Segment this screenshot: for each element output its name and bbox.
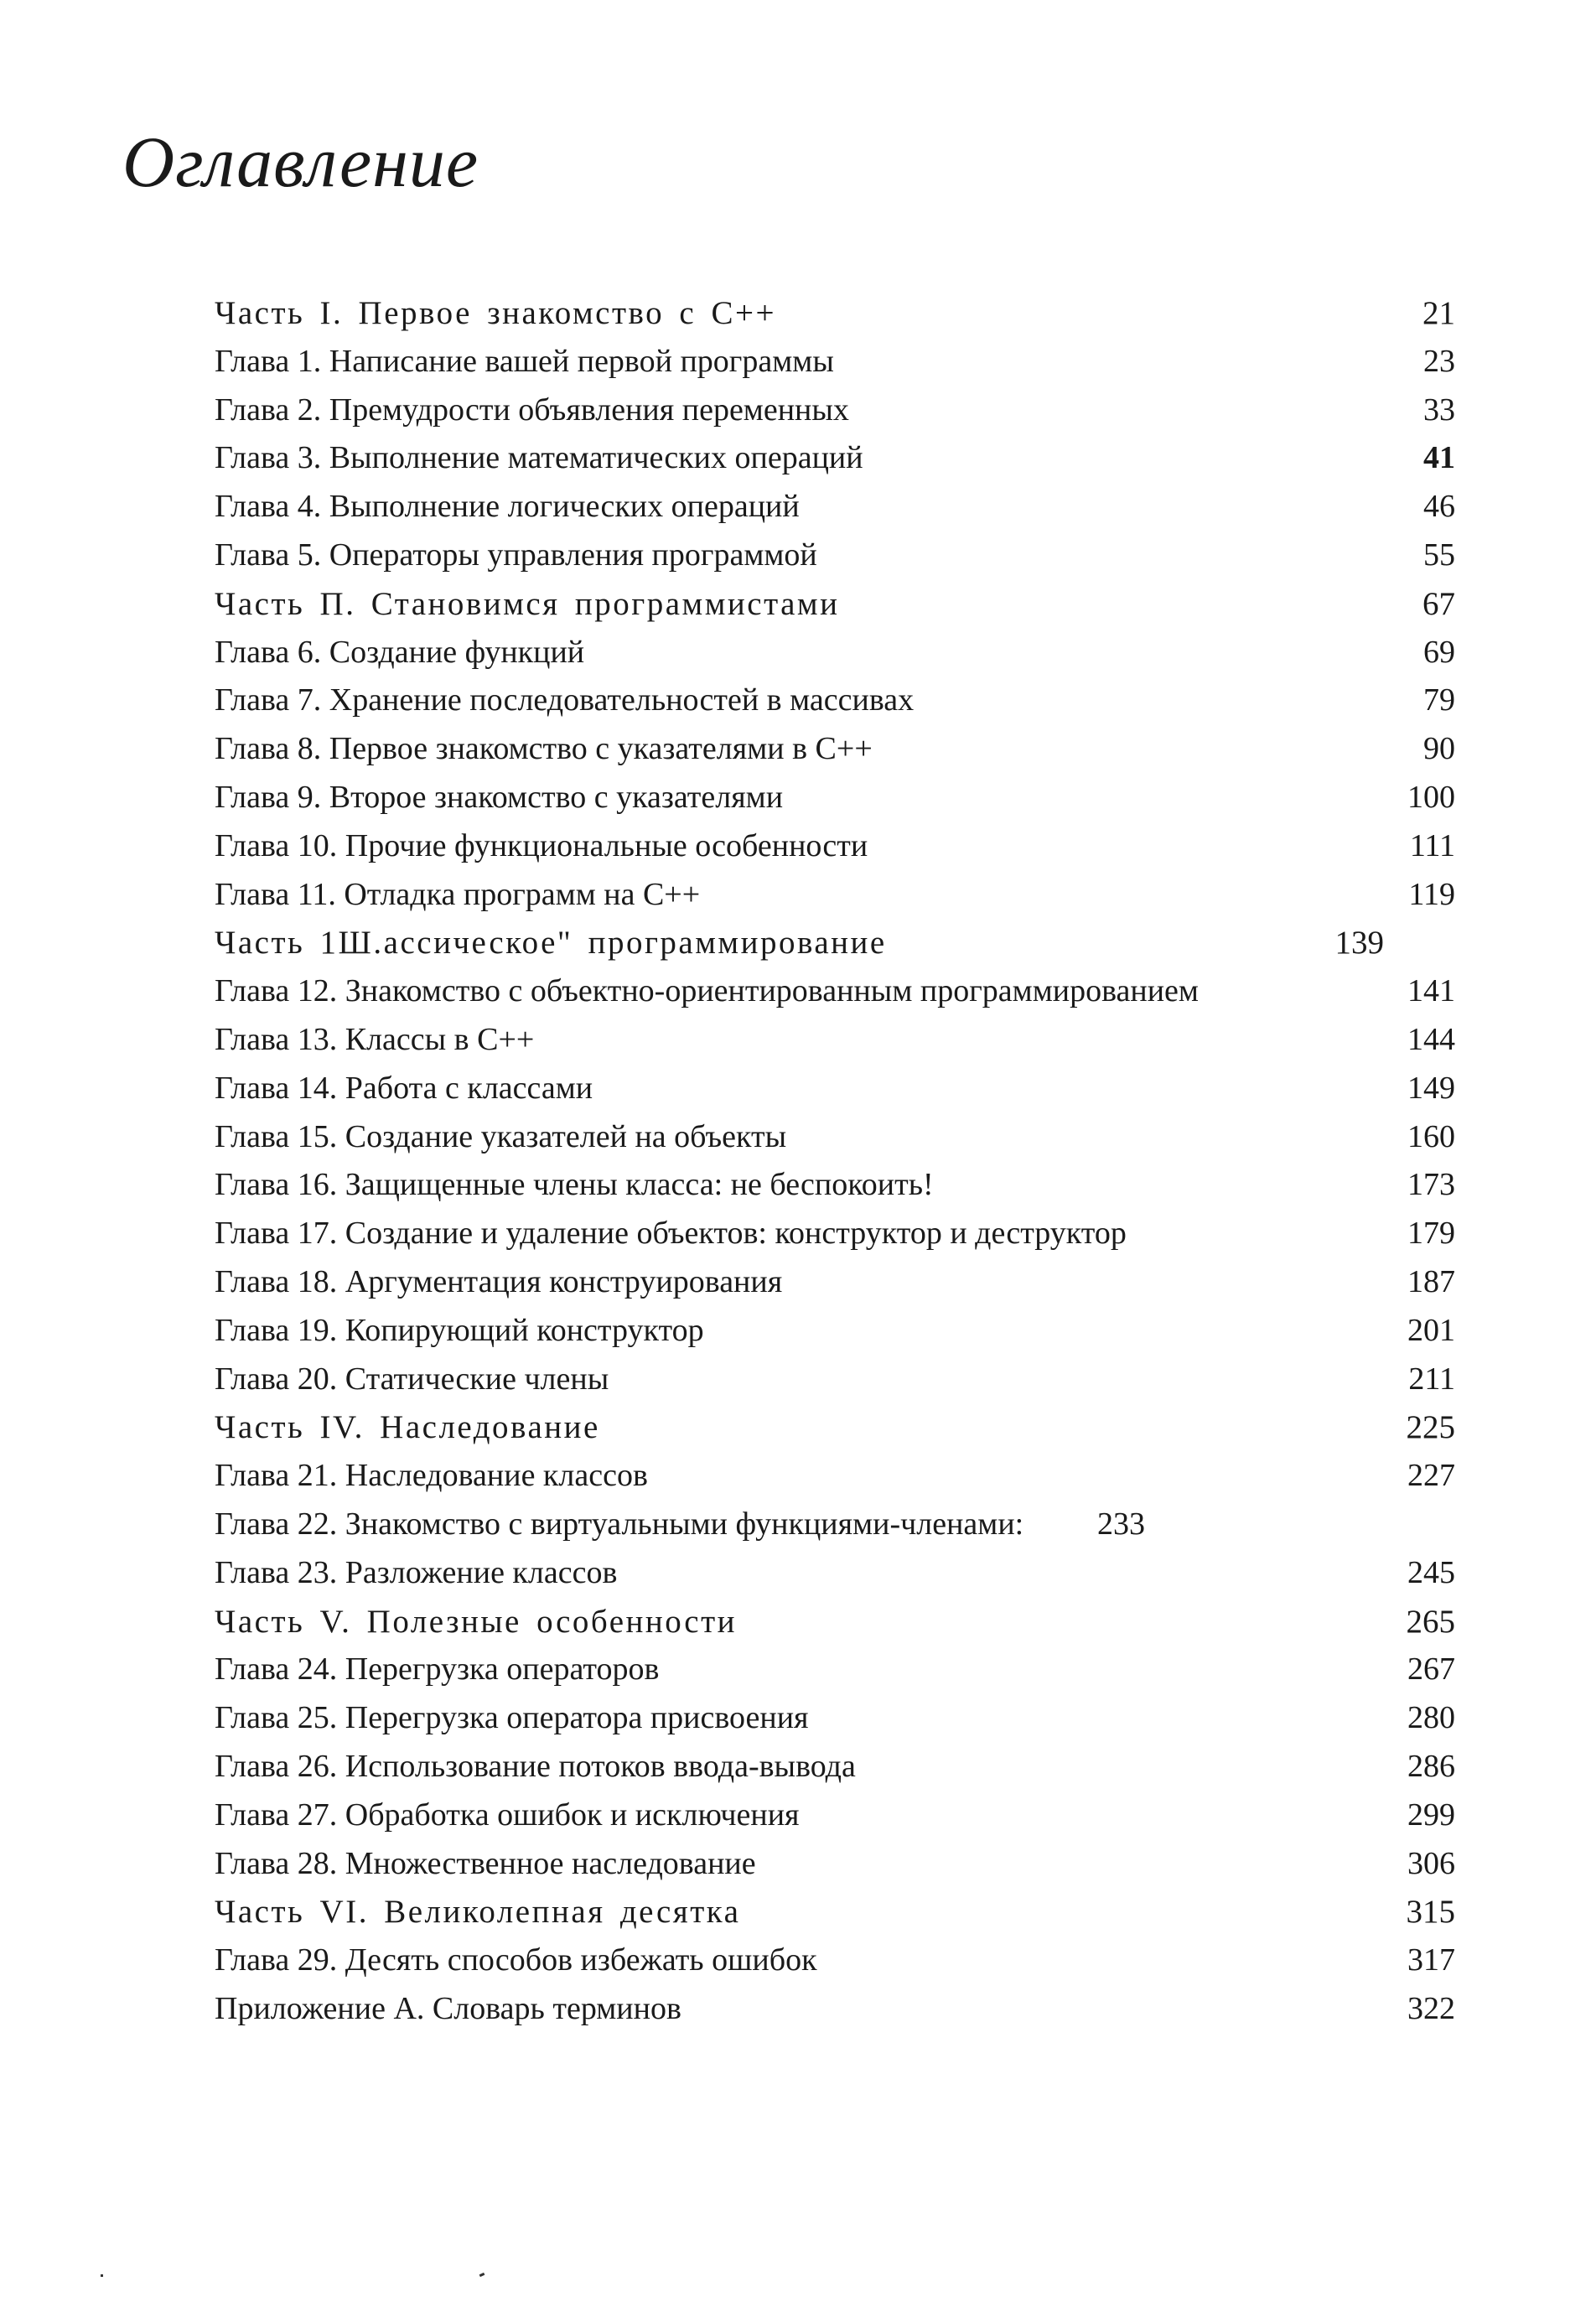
toc-page-number: 227 bbox=[1407, 1458, 1455, 1494]
toc-chapter-row bbox=[215, 1356, 1455, 1404]
toc-page-number: 100 bbox=[1407, 779, 1455, 815]
toc-page-number: 55 bbox=[1423, 537, 1455, 573]
toc-chapter-row bbox=[215, 1985, 1455, 2034]
toc-entry-title: Глава 2. Премудрости объявления переменных bbox=[215, 391, 849, 428]
toc-page-number: 90 bbox=[1423, 731, 1455, 767]
toc-entry-title: Глава 5. Операторы управления программой bbox=[215, 537, 817, 573]
toc-entry-title: Глава 8. Первое знакомство с указателями в С++ bbox=[215, 731, 873, 767]
toc-entry-title: Часть 1Ш.ассическое" программирование bbox=[215, 925, 887, 962]
toc-chapter-row bbox=[215, 1791, 1455, 1840]
toc-page-number: 149 bbox=[1407, 1070, 1455, 1106]
toc-chapter-row bbox=[215, 1936, 1455, 1985]
toc-entry-title: Глава 17. Создание и удаление объектов: конструктор и деструктор bbox=[215, 1216, 1127, 1252]
toc-chapter-row bbox=[215, 386, 1455, 435]
toc-page-number: 79 bbox=[1423, 682, 1455, 718]
toc-page-number: 265 bbox=[1406, 1603, 1455, 1640]
toc-entry-title: Глава 14. Работа с классами bbox=[215, 1070, 593, 1106]
toc-entry-title: Глава 23. Разложение классов bbox=[215, 1554, 618, 1590]
toc-entry-title: Часть П. Становимся программистами bbox=[215, 585, 840, 622]
toc-page-number: 280 bbox=[1407, 1700, 1455, 1736]
toc-page-number: 41 bbox=[1423, 440, 1455, 476]
toc-chapter-row bbox=[215, 1210, 1455, 1258]
toc-part-row bbox=[215, 1403, 1455, 1452]
toc-page-number: 119 bbox=[1408, 876, 1455, 912]
toc-entry-title: Глава 4. Выполнение логических операций bbox=[215, 489, 800, 525]
toc-entry-title: Глава 26. Использование потоков ввода-вывода bbox=[215, 1748, 856, 1784]
toc-page-number: 144 bbox=[1407, 1021, 1455, 1057]
toc-entry-title: Глава 19. Копирующий конструктор bbox=[215, 1312, 704, 1348]
toc-chapter-row bbox=[215, 1307, 1455, 1356]
toc-page-number: 179 bbox=[1407, 1216, 1455, 1252]
toc-chapter-row bbox=[215, 1694, 1455, 1743]
toc-chapter-row bbox=[215, 1840, 1455, 1889]
toc-chapter-row bbox=[215, 1743, 1455, 1791]
toc-entry-title: Глава 27. Обработка ошибок и исключения bbox=[215, 1796, 800, 1833]
toc-chapter-row bbox=[215, 677, 1455, 725]
toc-entry-title: Глава 21. Наследование классов bbox=[215, 1458, 648, 1494]
toc-entry-title: Глава 11. Отладка программ на С++ bbox=[215, 876, 701, 912]
toc-entry-title: Глава 6. Создание функций bbox=[215, 634, 585, 670]
toc-entry-title: Глава 24. Перегрузка операторов bbox=[215, 1651, 660, 1688]
table-of-contents bbox=[215, 289, 1455, 2034]
toc-entry-title: Глава 13. Классы в С++ bbox=[215, 1021, 535, 1057]
toc-entry-title: Глава 12. Знакомство с объектно-ориентированным программированием bbox=[215, 973, 1199, 1009]
scan-speck bbox=[479, 2273, 485, 2277]
toc-page-number: 245 bbox=[1407, 1554, 1455, 1590]
toc-page-number: 160 bbox=[1407, 1118, 1455, 1154]
toc-chapter-row bbox=[215, 1161, 1455, 1210]
toc-page-number: 286 bbox=[1407, 1748, 1455, 1784]
toc-part-row bbox=[215, 1598, 1455, 1646]
toc-part-row bbox=[215, 580, 1455, 629]
toc-entry-title: Глава 18. Аргументация конструирования bbox=[215, 1263, 783, 1299]
toc-page-number: 211 bbox=[1408, 1361, 1455, 1397]
scan-speck bbox=[101, 2274, 103, 2277]
toc-entry-title: Приложение А. Словарь терминов bbox=[215, 1990, 681, 2026]
toc-entry-title: Глава 28. Множественное наследование bbox=[215, 1845, 756, 1881]
toc-chapter-row bbox=[215, 725, 1455, 774]
toc-chapter-row bbox=[215, 1452, 1455, 1501]
toc-entry-title: Глава 15. Создание указателей на объекты bbox=[215, 1118, 787, 1154]
toc-chapter-row bbox=[215, 531, 1455, 580]
toc-entry-title: Часть I. Первое знакомство с С++ bbox=[215, 295, 776, 331]
toc-chapter-row bbox=[215, 967, 1455, 1016]
toc-entry-title: Глава 22. Знакомство с виртуальными функциями-членами: bbox=[215, 1506, 1024, 1542]
toc-page-number: 139 bbox=[1334, 925, 1384, 962]
toc-page-number: 21 bbox=[1422, 295, 1455, 331]
page-title: Оглавление bbox=[122, 122, 479, 202]
toc-entry-title: Глава 20. Статические члены bbox=[215, 1361, 609, 1397]
toc-page-number: 173 bbox=[1407, 1167, 1455, 1203]
toc-chapter-row bbox=[215, 434, 1455, 483]
toc-page-number: 201 bbox=[1407, 1312, 1455, 1348]
toc-chapter-row bbox=[215, 822, 1455, 871]
toc-page-number: 33 bbox=[1423, 391, 1455, 428]
toc-chapter-row bbox=[215, 774, 1455, 822]
toc-chapter-row bbox=[215, 338, 1455, 386]
toc-chapter-row bbox=[215, 1258, 1455, 1307]
toc-entry-title: Часть V. Полезные особенности bbox=[215, 1603, 737, 1640]
toc-chapter-row bbox=[215, 1549, 1455, 1598]
toc-entry-title: Глава 29. Десять способов избежать ошибок bbox=[215, 1942, 817, 1978]
toc-chapter-row bbox=[215, 1016, 1455, 1065]
toc-page-number: 67 bbox=[1422, 585, 1455, 622]
toc-entry-title: Часть IV. Наследование bbox=[215, 1409, 600, 1446]
toc-entry-title: Часть VI. Великолепная десятка bbox=[215, 1894, 741, 1931]
toc-entry-title: Глава 7. Хранение последовательностей в массивах bbox=[215, 682, 915, 718]
toc-page-number: 225 bbox=[1406, 1409, 1455, 1446]
toc-page-number: 23 bbox=[1423, 343, 1455, 379]
toc-entry-title: Глава 10. Прочие функциональные особенности bbox=[215, 827, 868, 863]
toc-page-number: 317 bbox=[1407, 1942, 1455, 1978]
toc-part-row bbox=[215, 289, 1455, 338]
toc-entry-title: Глава 25. Перегрузка оператора присвоения bbox=[215, 1700, 809, 1736]
toc-page-number: 111 bbox=[1409, 827, 1455, 863]
toc-page-number: 69 bbox=[1423, 634, 1455, 670]
toc-chapter-row bbox=[215, 1646, 1455, 1694]
toc-entry-title: Глава 1. Написание вашей первой программы bbox=[215, 343, 834, 379]
toc-chapter-row bbox=[215, 629, 1455, 677]
toc-chapter-row bbox=[215, 871, 1455, 920]
toc-page-number: 315 bbox=[1406, 1894, 1455, 1931]
toc-chapter-row bbox=[215, 1065, 1455, 1113]
toc-entry-title: Глава 9. Второе знакомство с указателями bbox=[215, 779, 784, 815]
toc-page-number: 267 bbox=[1407, 1651, 1455, 1688]
toc-page-number: 299 bbox=[1407, 1796, 1455, 1833]
toc-page-number: 233 bbox=[1097, 1506, 1145, 1542]
toc-chapter-row bbox=[215, 483, 1455, 531]
toc-chapter-row bbox=[215, 1113, 1455, 1162]
toc-part-row bbox=[215, 1888, 1455, 1936]
toc-part-row bbox=[215, 919, 1455, 967]
toc-entry-title: Глава 16. Защищенные члены класса: не беспокоить! bbox=[215, 1167, 934, 1203]
toc-page-number: 306 bbox=[1407, 1845, 1455, 1881]
toc-chapter-row bbox=[215, 1501, 1455, 1549]
toc-entry-title: Глава 3. Выполнение математических операций bbox=[215, 440, 863, 476]
toc-page-number: 322 bbox=[1407, 1990, 1455, 2026]
toc-page-number: 187 bbox=[1407, 1263, 1455, 1299]
toc-page-number: 141 bbox=[1407, 973, 1455, 1009]
toc-page-number: 46 bbox=[1423, 489, 1455, 525]
